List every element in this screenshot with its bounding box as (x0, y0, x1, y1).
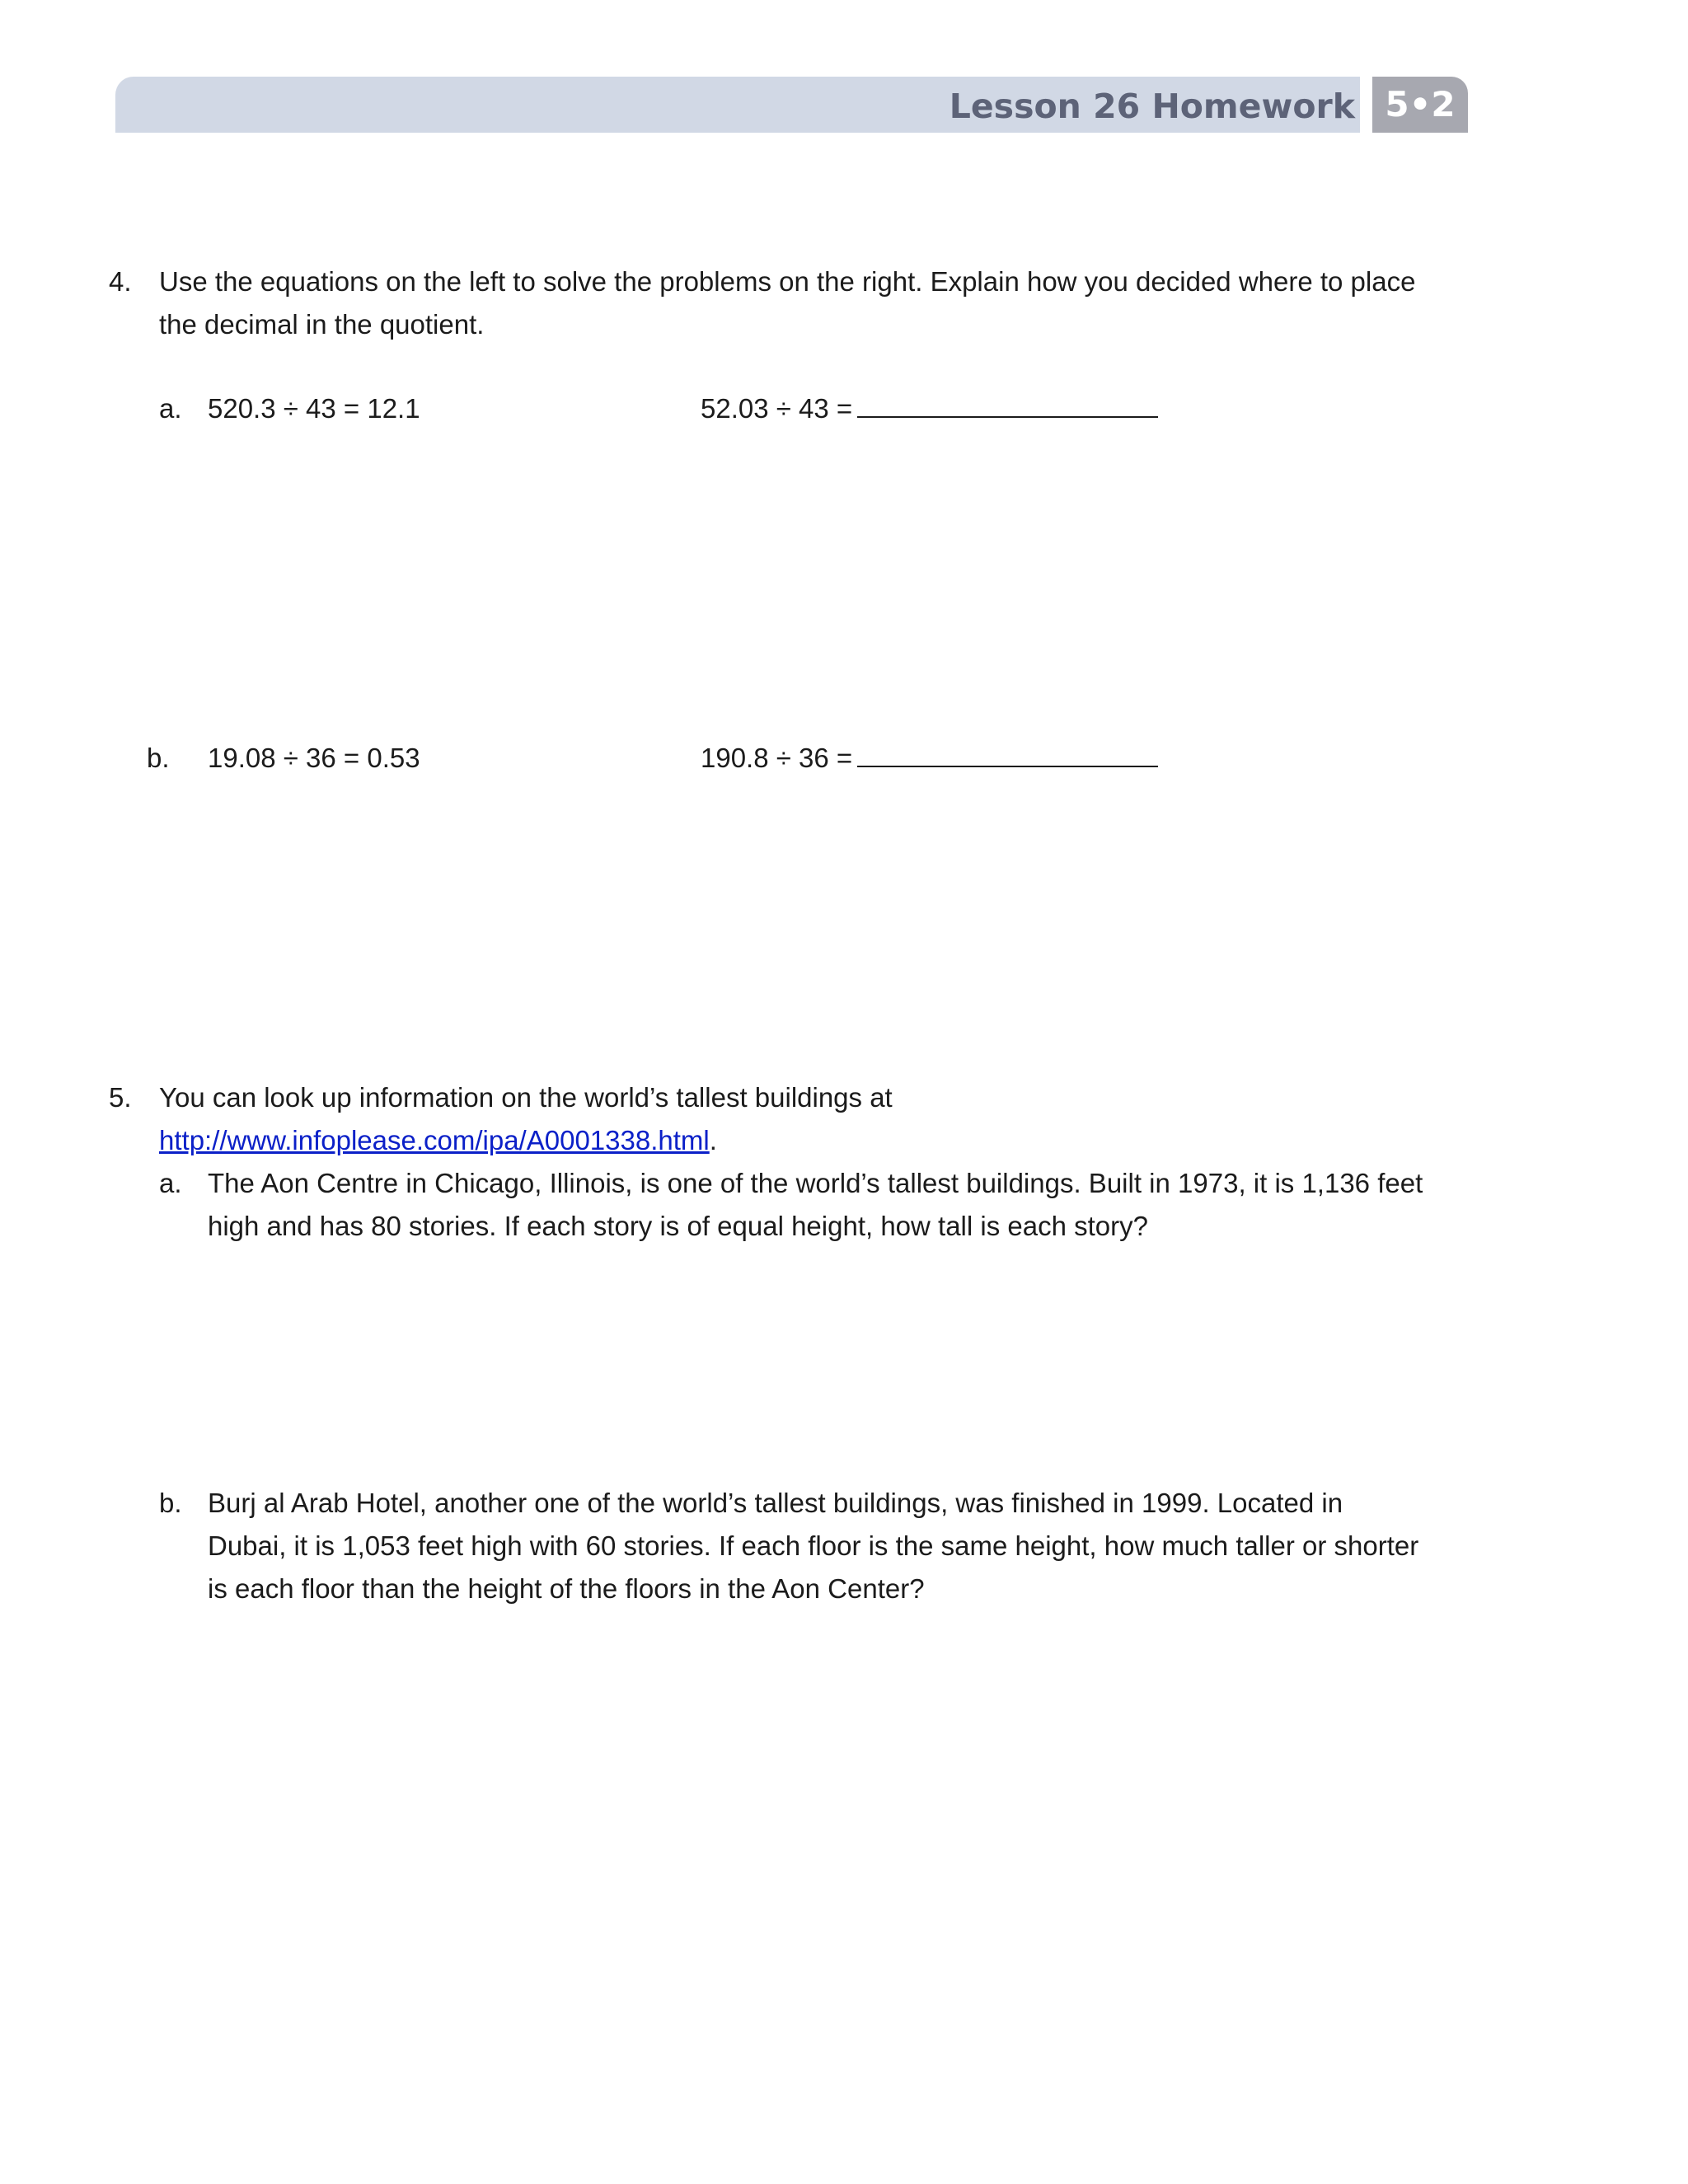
problem-4-text-line2: the decimal in the quotient. (159, 309, 485, 340)
lesson-title: Lesson 26 Homework (949, 87, 1355, 126)
module-badge: 5•2 (1372, 77, 1468, 133)
problem-4b-given: 19.08 ÷ 36 = 0.53 (208, 743, 420, 773)
problem-4a-given: 520.3 ÷ 43 = 12.1 (208, 393, 420, 424)
answer-blank-4a[interactable] (857, 391, 1158, 418)
problem-4-number: 4. (109, 266, 132, 297)
problem-5b-line3: is each floor than the height of the floors in the Aon Center? (208, 1573, 925, 1604)
problem-4-text-line1: Use the equations on the left to solve the problems on the right. Explain how you decided where to place (159, 266, 1416, 297)
problem-5-link-line (159, 1119, 717, 1162)
problem-4a-label: a. (159, 393, 182, 424)
problem-4b-problem: 190.8 ÷ 36 = (701, 743, 853, 773)
problem-4a-problem: 52.03 ÷ 43 = (701, 393, 853, 424)
problem-5b-line2: Dubai, it is 1,053 feet high with 60 stories. If each floor is the same height, how much taller or shorter (208, 1530, 1419, 1561)
problem-4b-label: b. (147, 743, 170, 773)
problem-5b-label: b. (159, 1488, 182, 1518)
problem-5a-label: a. (159, 1168, 182, 1198)
problem-5a-line1: The Aon Centre in Chicago, Illinois, is one of the world’s tallest buildings. Built in 1973, it is 1,136 feet (208, 1168, 1423, 1198)
problem-4a-question (701, 387, 1158, 430)
problem-5-text-line1: You can look up information on the world’s tallest buildings at (159, 1082, 893, 1113)
problem-5b-line1: Burj al Arab Hotel, another one of the world’s tallest buildings, was finished in 1999. Located in (208, 1488, 1343, 1518)
answer-blank-4b[interactable] (857, 741, 1158, 767)
problem-5a-line2: high and has 80 stories. If each story is of equal height, how tall is each story? (208, 1211, 1148, 1241)
buildings-link[interactable]: http://www.infoplease.com/ipa/A0001338.html (159, 1125, 710, 1155)
link-suffix: . (709, 1125, 717, 1155)
problem-4b-question (701, 737, 1158, 780)
problem-5-number: 5. (109, 1082, 132, 1113)
